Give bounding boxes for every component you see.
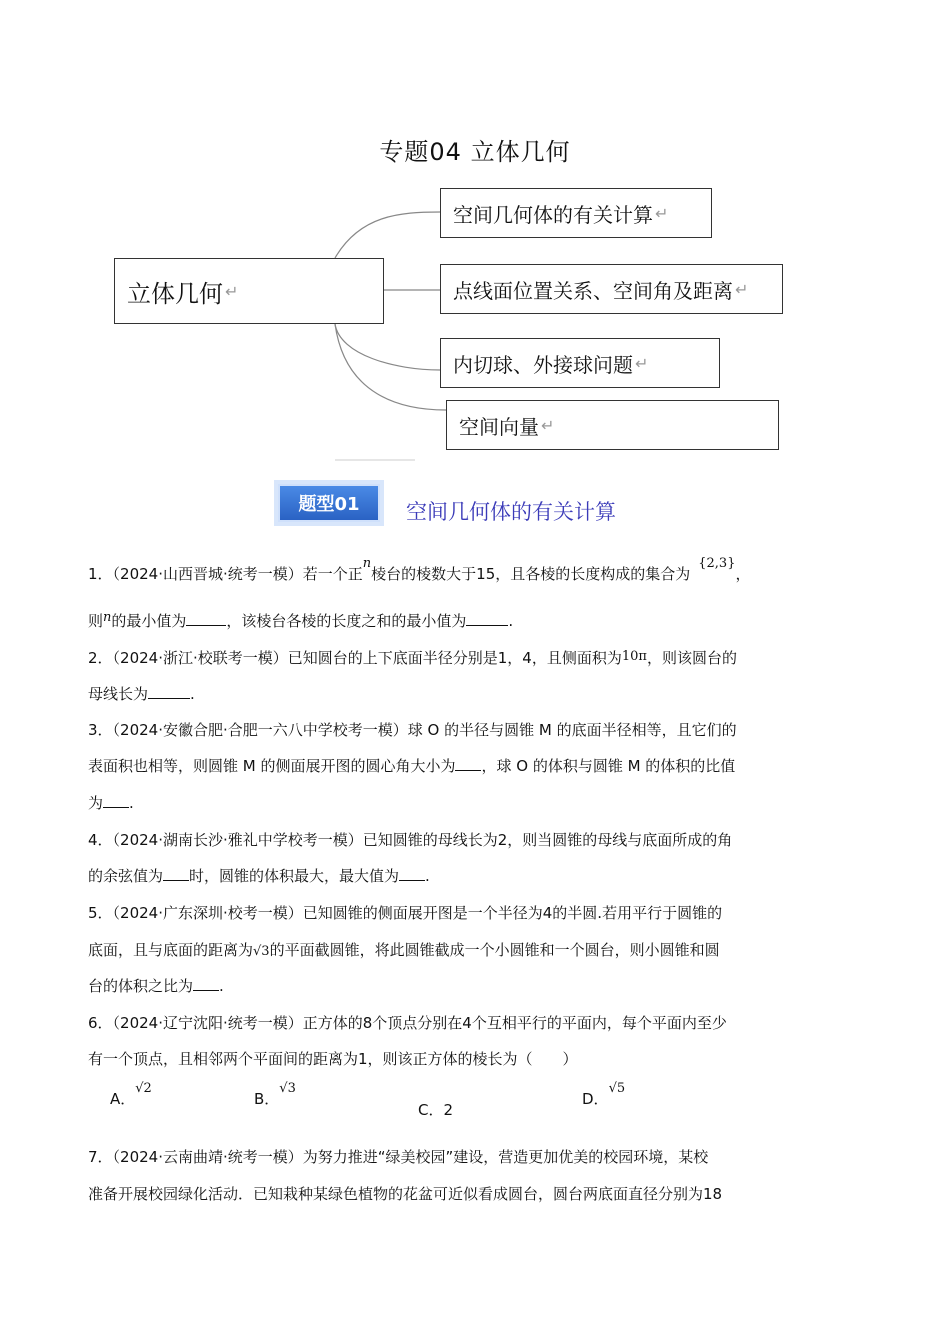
question-3-line-2: 表面积也相等，则圆锥 M 的侧面展开图的圆心角大小为 ，球 O 的体积与圆锥 M 的体积的比值 xyxy=(88,757,736,775)
question-5-line-3: 台的体积之比为 . xyxy=(88,977,224,995)
branch-label: 内切球、外接球问题 xyxy=(453,352,633,377)
question-5: 5．（2024·广东深圳·校考一模）已知圆锥的侧面展开图是一个半径为4的半圆.若用平行于圆锥的 xyxy=(88,904,723,922)
branch-label: 点线面位置关系、空间角及距离 xyxy=(453,278,733,303)
page-title: 专题04 立体几何 xyxy=(379,138,571,166)
answer-blank[interactable] xyxy=(399,866,425,881)
mindmap-branch-4 xyxy=(446,400,779,450)
question-2: 2．（2024·浙江·校联考一模）已知圆台的上下底面半径分别是1，4，且侧面积为10π，则该圆台的 xyxy=(88,649,737,667)
mindmap-branch-3 xyxy=(440,338,720,388)
section-badge xyxy=(274,480,384,526)
option-c[interactable]: C．2 xyxy=(418,1101,454,1119)
mindmap-root-label: 立体几何 xyxy=(127,279,223,308)
question-3: 3．（2024·安徽合肥·合肥一六八中学校考一模）球 O 的半径与圆锥 M 的底面半径相等，且它们的 xyxy=(88,721,737,739)
return-mark: ↵ xyxy=(635,353,649,373)
option-b[interactable]: B．√3 xyxy=(254,1081,296,1108)
branch-label: 空间几何体的有关计算 xyxy=(453,202,653,227)
section-title: 空间几何体的有关计算 xyxy=(406,500,616,524)
branch-label: 空间向量 xyxy=(459,414,539,439)
question-5-line-2: 底面，且与底面的距离为√3的平面截圆锥，将此圆锥截成一个小圆锥和一个圆台，则小圆锥和圆 xyxy=(88,941,720,959)
option-a[interactable]: A．√2 xyxy=(110,1081,152,1108)
question-4-line-2: 的余弦值为 时，圆锥的体积最大，最大值为 . xyxy=(88,867,430,885)
question-3-line-3: 为 . xyxy=(88,794,134,812)
question-6: 6．（2024·辽宁沈阳·统考一模）正方体的8个顶点分别在4个互相平行的平面内，每个平面内至少 xyxy=(88,1014,727,1032)
section-badge-label: 题型01 xyxy=(278,484,380,522)
answer-blank[interactable] xyxy=(466,611,508,626)
option-d[interactable]: D．√5 xyxy=(582,1081,626,1108)
answer-blank[interactable] xyxy=(186,611,226,626)
answer-blank[interactable] xyxy=(148,684,190,699)
return-mark: ↵ xyxy=(735,279,749,299)
question-6-line-2: 有一个顶点，且相邻两个平面间的距离为1，则该正方体的棱长为（ ） xyxy=(88,1050,578,1068)
question-2-line-2: 母线长为 . xyxy=(88,685,195,703)
answer-blank[interactable] xyxy=(193,976,219,991)
answer-blank[interactable] xyxy=(103,793,129,808)
answer-blank[interactable] xyxy=(163,866,189,881)
question-1-line-2: 则n的最小值为 ，该棱台各棱的长度之和的最小值为 . xyxy=(88,610,514,630)
question-4: 4．（2024·湖南长沙·雅礼中学校考一模）已知圆锥的母线长为2，则当圆锥的母线与底面所成的角 xyxy=(88,831,733,849)
question-7: 7．（2024·云南曲靖·统考一模）为努力推进“绿美校园”建设，营造更加优美的校园环境，某校 xyxy=(88,1148,709,1166)
question-1: 1．（2024·山西晋城·统考一模）若一个正n棱台的棱数大于15，且各棱的长度构成的集合为{2,3}， xyxy=(88,556,751,583)
return-mark: ↵ xyxy=(541,415,555,435)
mindmap-branch-1 xyxy=(440,188,712,238)
mindmap-root xyxy=(114,258,384,324)
return-mark: ↵ xyxy=(655,203,669,223)
mindmap-branch-2 xyxy=(440,264,783,314)
answer-blank[interactable] xyxy=(455,756,481,771)
return-mark: ↵ xyxy=(225,281,239,301)
question-7-line-2: 准备开展校园绿化活动．已知栽种某绿色植物的花盆可近似看成圆台，圆台两底面直径分别为18 xyxy=(88,1185,723,1203)
